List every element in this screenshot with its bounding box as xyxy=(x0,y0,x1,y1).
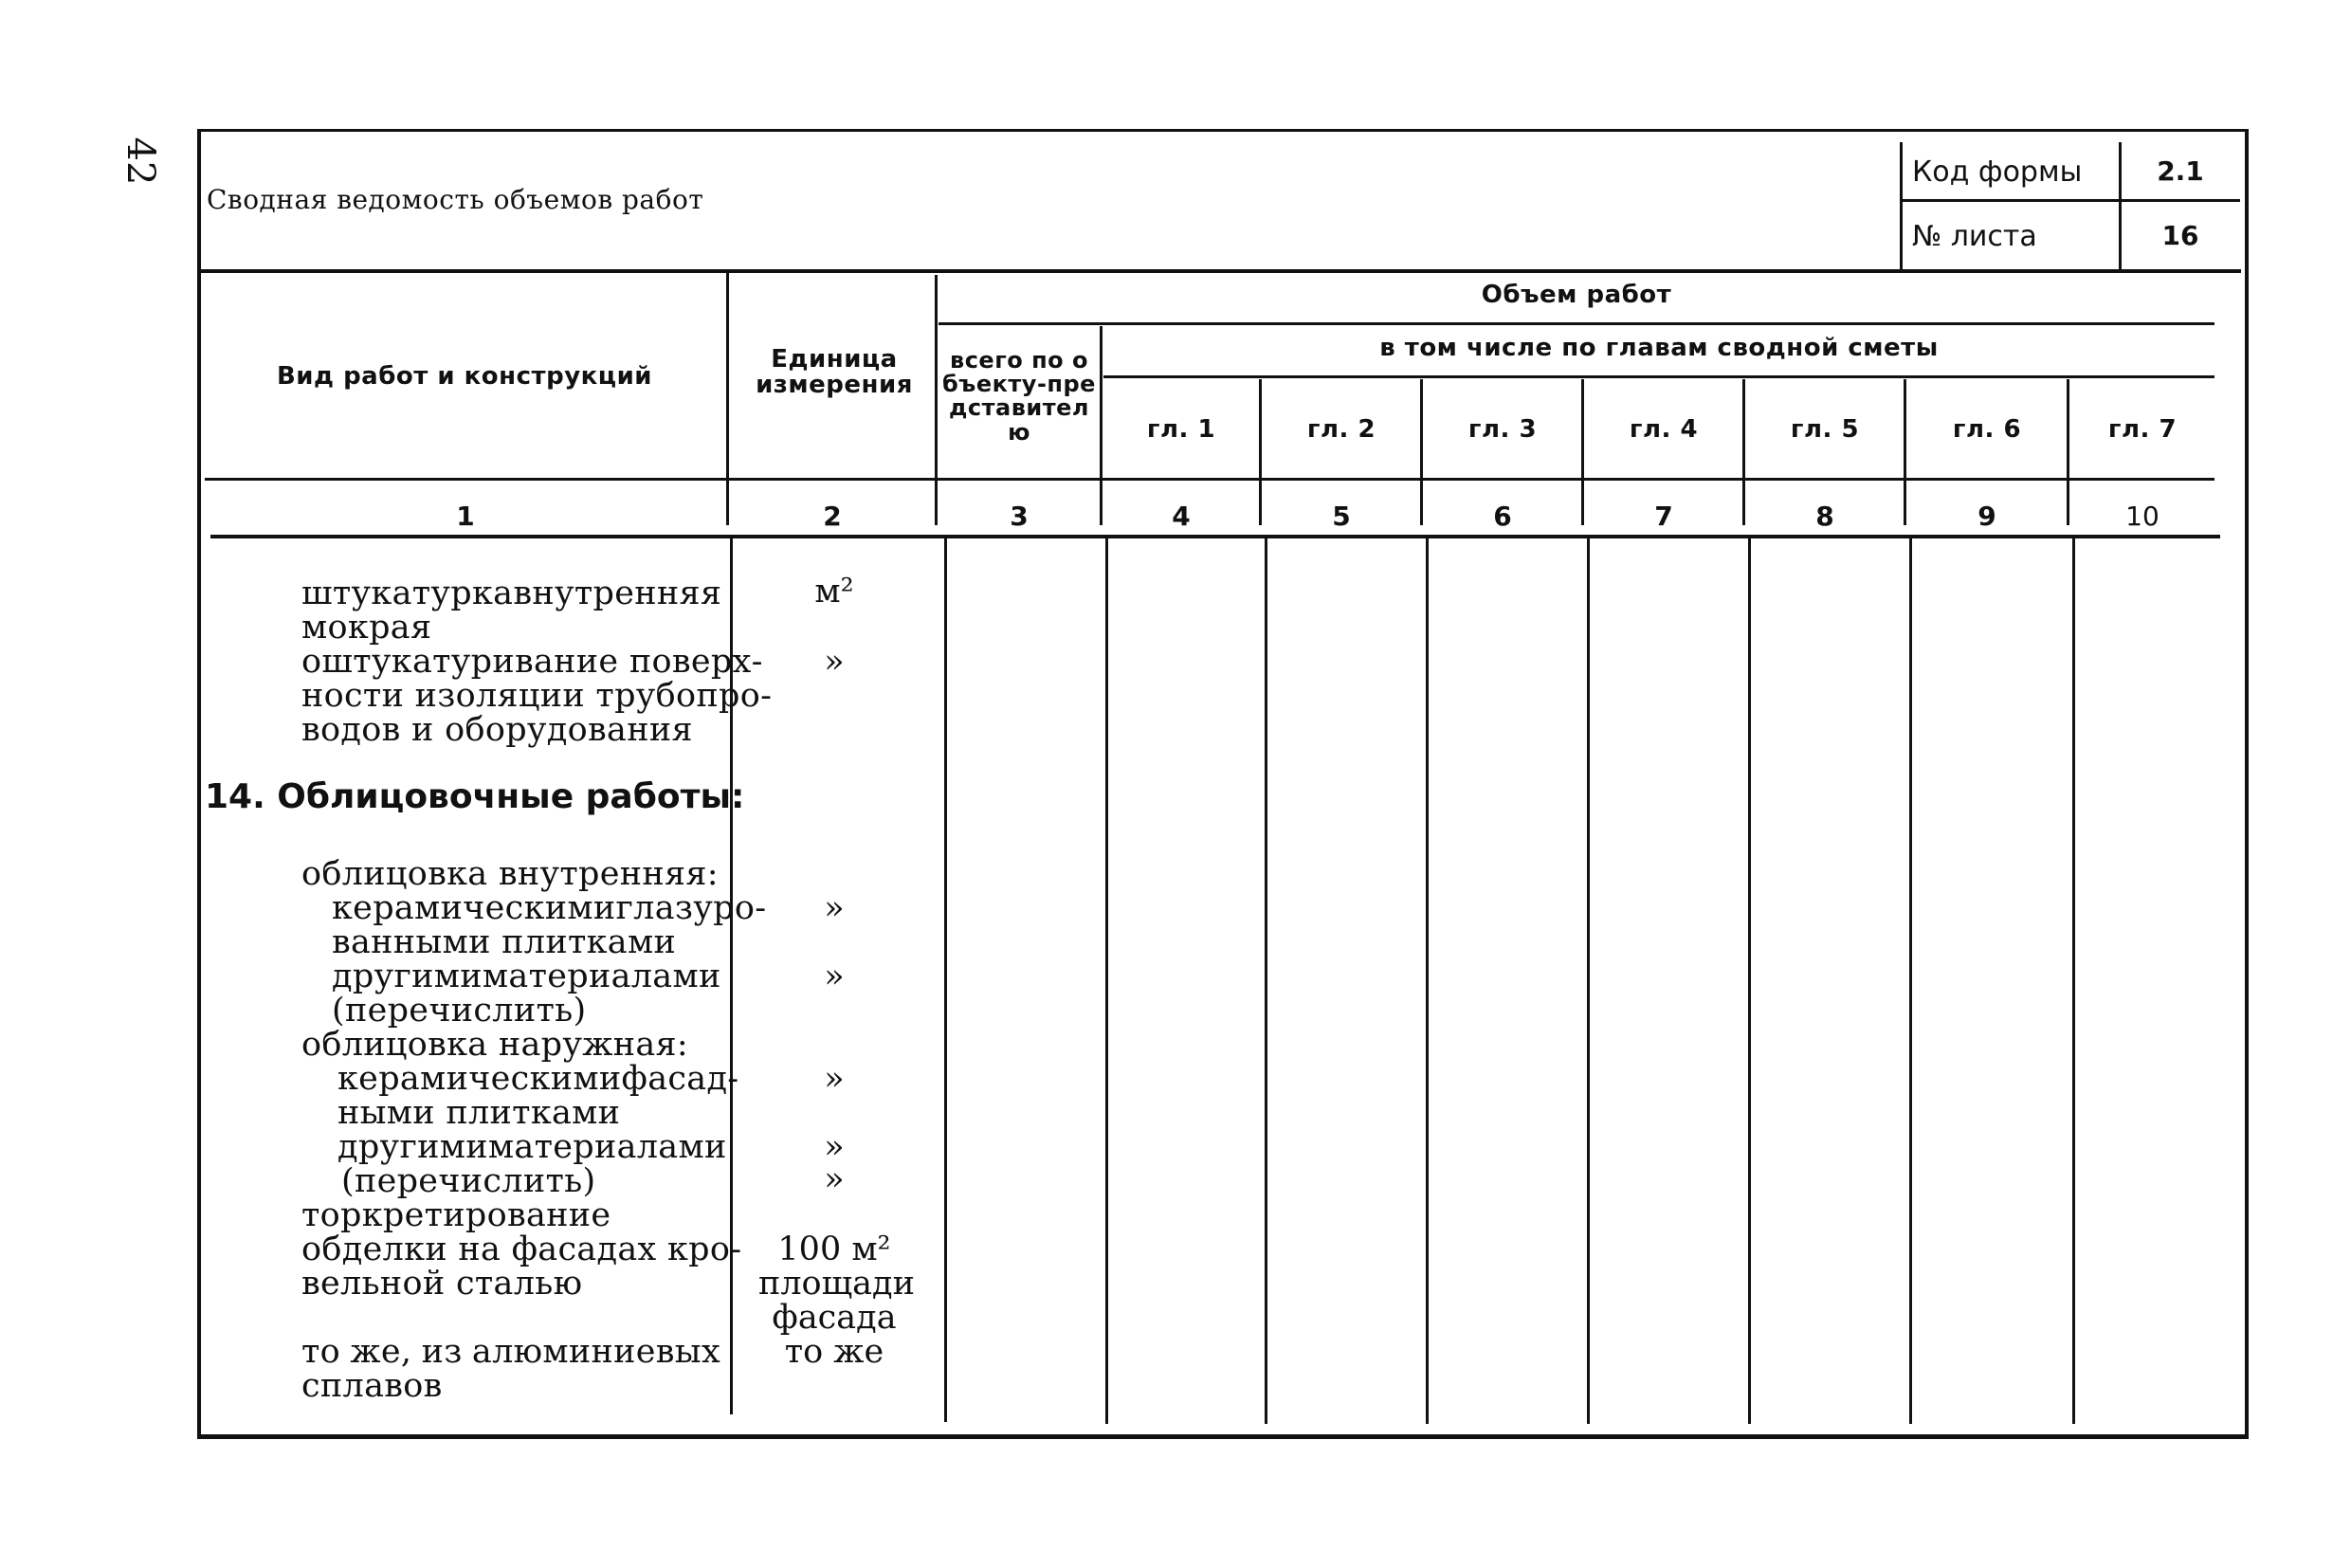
sheet-number-value: 16 xyxy=(2161,220,2199,251)
body-divider-8 xyxy=(1909,538,1912,1424)
page-number: 42 xyxy=(118,137,162,186)
row-other-external-unit-2: » xyxy=(824,1160,845,1198)
sheet-number-label: № листа xyxy=(1912,220,2037,253)
column-number-6: 6 xyxy=(1493,501,1512,532)
header-divider-4 xyxy=(1259,379,1262,525)
row-insulation-line2: ности изоляции трубопро- xyxy=(301,677,773,715)
header-chapter-4: гл. 4 xyxy=(1629,415,1699,444)
row-ceramic-glazed-unit: » xyxy=(824,889,845,927)
row-ceramic-facade-line2: ными плитками xyxy=(337,1094,621,1132)
row-facade-steel-line1: обделки на фасадах кро- xyxy=(301,1231,742,1268)
form-code-value: 2.1 xyxy=(2157,155,2204,187)
row-other-internal-unit: » xyxy=(824,957,845,995)
row-other-internal-line2: (перечислить) xyxy=(332,992,587,1030)
column-number-8: 8 xyxy=(1815,501,1834,532)
row-aluminium-word4: алюминиевых xyxy=(471,1333,720,1371)
numbers-bottom-rule xyxy=(210,535,2220,538)
column-number-9: 9 xyxy=(1977,501,1996,532)
row-aluminium-word3: из xyxy=(421,1333,463,1371)
column-number-2: 2 xyxy=(823,501,842,532)
header-divider-5 xyxy=(1420,379,1423,525)
header-divider-2 xyxy=(935,275,938,525)
document-title: Сводная ведомость объемов работ xyxy=(207,184,704,215)
header-chapter-5: гл. 5 xyxy=(1790,415,1860,444)
row-facade-steel-unit-line3: фасада xyxy=(772,1299,897,1337)
section-14-heading: 14. Облицовочные работы: xyxy=(205,777,745,816)
row-aluminium-word1: то xyxy=(301,1333,341,1371)
code-box-rule xyxy=(1903,199,2240,202)
row-plaster-word2: внутренняя xyxy=(513,574,722,612)
body-divider-9 xyxy=(2072,538,2075,1424)
header-chapter-3: гл. 3 xyxy=(1467,415,1538,444)
body-divider-3 xyxy=(1105,538,1108,1424)
row-plaster-word1: штукатурка xyxy=(301,574,514,612)
body-divider-5 xyxy=(1426,538,1429,1424)
row-ceramic-facade-line1 xyxy=(337,1060,739,1098)
row-ceramic-glazed-line1 xyxy=(332,889,767,927)
header-bottom-rule xyxy=(205,478,2214,481)
row-plaster-line1 xyxy=(301,574,722,612)
row-facade-steel-unit-line2: площади xyxy=(758,1265,915,1303)
row-insulation-line3: водов и оборудования xyxy=(301,711,693,749)
row-aluminium-unit: то же xyxy=(784,1333,884,1371)
column-number-1: 1 xyxy=(456,501,475,532)
row-aluminium-line1 xyxy=(301,1335,720,1369)
header-work-type: Вид работ и конструкций xyxy=(276,362,652,391)
header-chapter-1: гл. 1 xyxy=(1146,415,1216,444)
row-facade-steel-line2: вельной сталью xyxy=(301,1265,583,1303)
column-number-3: 3 xyxy=(1010,501,1029,532)
header-chapter-6: гл. 6 xyxy=(1952,415,2022,444)
header-divider-8 xyxy=(1904,379,1906,525)
row-aluminium-word2: же, xyxy=(350,1333,412,1371)
row-ceramic-facade-unit: » xyxy=(824,1060,845,1098)
row-other-external-word2: материалами xyxy=(487,1128,727,1166)
column-number-4: 4 xyxy=(1172,501,1191,532)
row-other-internal-line1 xyxy=(332,959,720,994)
row-other-external-line1 xyxy=(337,1128,727,1166)
column-number-5: 5 xyxy=(1332,501,1351,532)
row-other-external-word1: другими xyxy=(337,1128,488,1166)
row-plaster-line2: мокрая xyxy=(301,609,432,647)
header-unit: Единица измерения xyxy=(756,345,913,400)
form-code-label: Код формы xyxy=(1912,155,2083,189)
header-chapter-7: гл. 7 xyxy=(2107,415,2178,444)
header-divider-9 xyxy=(2067,379,2069,525)
form-code-box xyxy=(1900,142,2240,269)
column-number-7: 7 xyxy=(1654,501,1673,532)
row-aluminium-line2: сплавов xyxy=(301,1367,443,1405)
header-divider-3 xyxy=(1100,326,1103,525)
header-chapter-2: гл. 2 xyxy=(1306,415,1376,444)
row-cladding-internal-heading: облицовка внутренняя: xyxy=(301,855,719,893)
volume-rule xyxy=(939,322,2214,325)
header-total: всего по объекту-представителю xyxy=(942,347,1096,446)
header-volume: Объем работ xyxy=(1481,281,1672,309)
row-facade-steel-unit-line1: 100 м² xyxy=(777,1231,891,1268)
row-ceramic-glazed-word2: глазуро- xyxy=(615,889,767,927)
header-divider-6 xyxy=(1581,379,1584,525)
header-divider-7 xyxy=(1742,379,1745,525)
row-ceramic-glazed-line2: ванными плитками xyxy=(332,923,677,961)
body-divider-2 xyxy=(944,538,947,1422)
body-divider-6 xyxy=(1587,538,1590,1424)
body-divider-4 xyxy=(1265,538,1267,1424)
header-top-rule xyxy=(197,269,2241,273)
body-divider-7 xyxy=(1748,538,1751,1424)
row-cladding-external-heading: облицовка наружная: xyxy=(301,1026,689,1064)
row-plaster-unit: м² xyxy=(814,573,854,611)
row-ceramic-facade-word2: фасад- xyxy=(621,1060,739,1098)
row-ceramic-glazed-word1: керамическими xyxy=(332,889,616,927)
row-other-internal-word2: материалами xyxy=(482,957,721,995)
row-guniting: торкретирование xyxy=(301,1196,611,1234)
row-other-external-line2: (перечислить) xyxy=(341,1162,596,1200)
column-number-10: 10 xyxy=(2125,501,2160,532)
row-other-external-unit: » xyxy=(824,1128,845,1166)
row-insulation-unit: » xyxy=(824,643,845,681)
row-ceramic-facade-word1: керамическими xyxy=(337,1060,622,1098)
row-other-internal-word1: другими xyxy=(332,957,483,995)
row-insulation-line1: оштукатуривание поверх- xyxy=(301,643,763,681)
chapters-rule xyxy=(1103,375,2214,378)
header-divider-1 xyxy=(726,269,729,525)
header-by-chapters: в том числе по главам сводной сметы xyxy=(1379,334,1939,362)
